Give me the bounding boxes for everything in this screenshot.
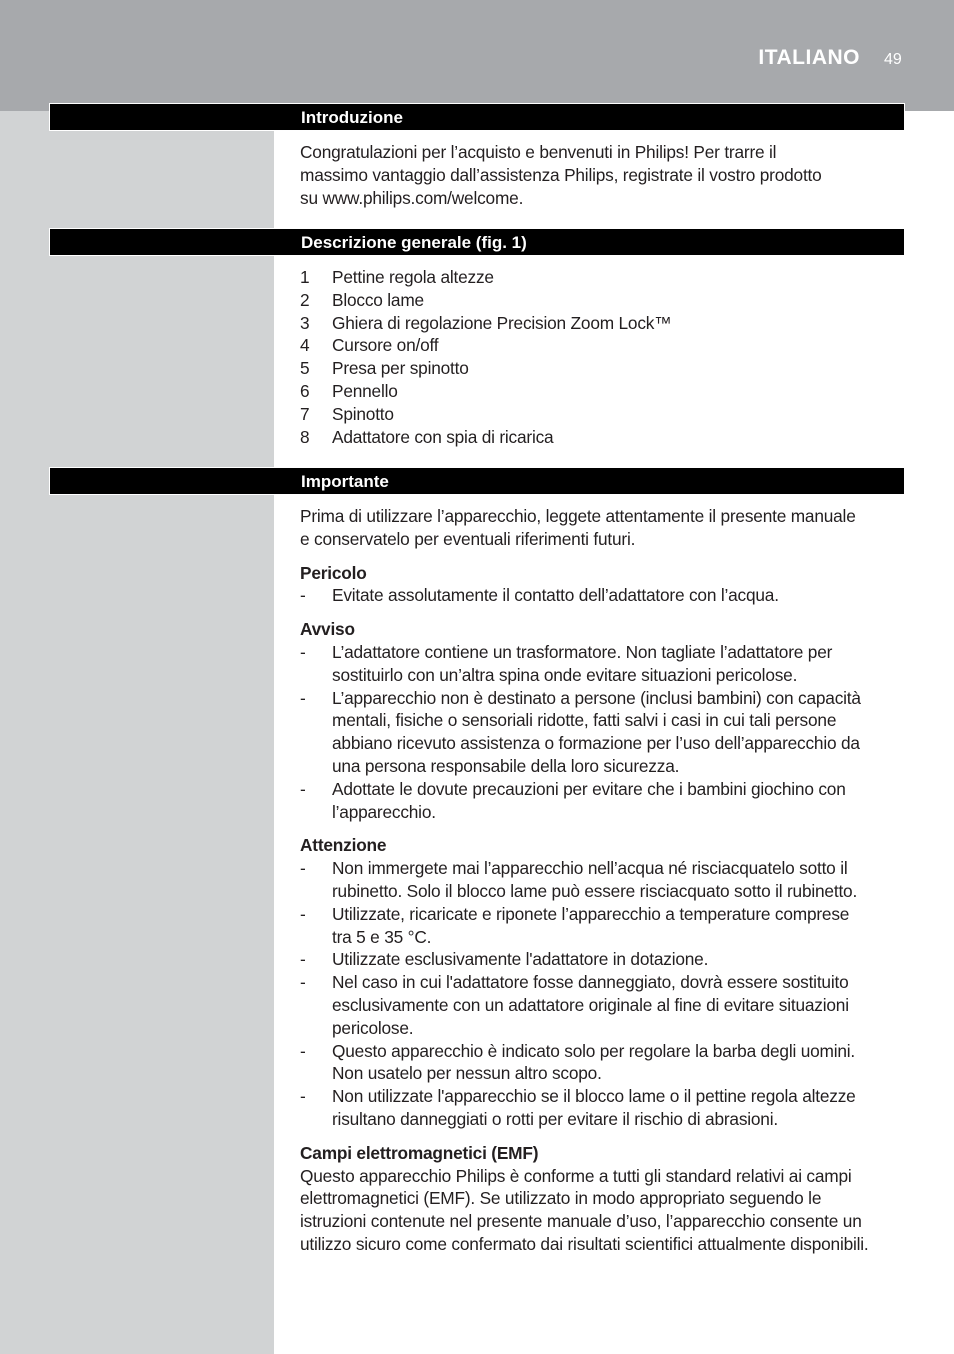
overview-item-label: Cursore on/off [332, 335, 439, 356]
emf-line: Questo apparecchio Philips è conforme a tutti gli standard relativi ai campi [300, 1165, 852, 1186]
bullet-dash: - [300, 949, 306, 970]
bullet-item [300, 778, 910, 824]
overview-item [300, 289, 910, 312]
important-block [300, 505, 910, 1256]
overview-item-label: Adattatore con spia di ricarica [332, 426, 554, 447]
overview-item-number: 1 [300, 267, 310, 287]
language-label: ITALIANO [758, 46, 860, 69]
overview-item-label: Ghiera di regolazione Precision Zoom Lock™ [332, 312, 672, 333]
bullet-dash: - [300, 1040, 306, 1061]
bullet-item [300, 857, 910, 903]
bullet-dash: - [300, 1086, 306, 1107]
bullet-line: Nel caso in cui l'adattatore fosse danneggiato, dovrà essere sostituito [332, 972, 849, 993]
bullet-item [300, 641, 910, 687]
bullet-line: Utilizzate esclusivamente l'adattatore in dotazione. [332, 949, 709, 970]
bullet-item [300, 1085, 910, 1131]
overview-item [300, 266, 910, 289]
overview-list [300, 266, 910, 448]
overview-item-number: 5 [300, 358, 310, 379]
bullet-line: risultano danneggiati o rotti per evitare il rischio di abrasioni. [332, 1108, 778, 1129]
bullet-dash: - [300, 972, 306, 993]
bullet-dash: - [300, 903, 306, 924]
bullet-line: L’apparecchio non è destinato a persone (inclusi bambini) con capacità [332, 687, 861, 708]
overview-list-block [300, 266, 910, 448]
section-bar-intro [49, 103, 905, 131]
emf-line: istruzioni contenute nel presente manuale d’uso, l’apparecchio consente un [300, 1211, 862, 1232]
section-bar-overview [49, 228, 905, 256]
overview-item-label: Presa per spinotto [332, 358, 469, 379]
overview-item-label: Pettine regola altezze [332, 267, 494, 287]
bullet-line: Evitate assolutamente il contatto dell’adattatore con l’acqua. [332, 585, 779, 606]
intro-text [300, 141, 910, 209]
bullet-line: Adottate le dovute precauzioni per evitare che i bambini giochino con [332, 778, 846, 799]
bullet-line: una persona responsabile della loro sicurezza. [332, 755, 680, 776]
left-margin-column [0, 111, 274, 1354]
bullet-line: rubinetto. Solo il blocco lame può essere risciacquato sotto il rubinetto. [332, 880, 858, 901]
bullet-dash: - [300, 585, 306, 606]
bullet-dash: - [300, 858, 306, 879]
emf-line: utilizzo sicuro come confermato dai risultati scientifici attualmente disponibili. [300, 1233, 869, 1254]
bullet-dash: - [300, 687, 306, 708]
overview-item-number: 7 [300, 403, 310, 424]
emf-line: elettromagnetici (EMF). Se utilizzato in modo appropriato seguendo le [300, 1188, 822, 1209]
bullet-line: L’adattatore contiene un trasformatore. Non tagliate l’adattatore per [332, 641, 833, 662]
caution-heading: Attenzione [300, 835, 387, 856]
bullet-line: Non utilizzate l'apparecchio se il blocco lame o il pettine regola altezze [332, 1086, 856, 1107]
section-title-intro: Introduzione [301, 108, 403, 127]
overview-item-number: 8 [300, 426, 310, 447]
intro-line: Congratulazioni per l’acquisto e benvenuti in Philips! Per trarre il [300, 142, 777, 162]
overview-item [300, 312, 910, 335]
overview-item-number: 3 [300, 312, 310, 333]
important-intro-line: Prima di utilizzare l’apparecchio, leggete attentamente il presente manuale [300, 506, 856, 526]
overview-item [300, 426, 910, 449]
intro-line: su www.philips.com/welcome. [300, 187, 524, 208]
overview-item-label: Pennello [332, 380, 398, 401]
bullet-line: Questo apparecchio è indicato solo per regolare la barba degli uomini. [332, 1040, 856, 1061]
bullet-item [300, 948, 910, 971]
bullet-item [300, 1040, 910, 1086]
overview-item [300, 403, 910, 426]
overview-item-label: Spinotto [332, 403, 394, 424]
warning-heading: Avviso [300, 619, 355, 640]
section-title-overview: Descrizione generale (fig. 1) [301, 233, 527, 252]
emf-heading: Campi elettromagnetici (EMF) [300, 1142, 539, 1163]
overview-item [300, 380, 910, 403]
bullet-line: esclusivamente con un adattatore originale al fine di evitare situazioni [332, 994, 849, 1015]
danger-heading: Pericolo [300, 562, 367, 583]
overview-item-number: 2 [300, 289, 310, 310]
bullet-item [300, 584, 910, 607]
overview-item-label: Blocco lame [332, 289, 424, 310]
bullet-line: Non immergete mai l’apparecchio nell’acqua né risciacquatelo sotto il [332, 858, 848, 879]
important-intro-line: e conservatelo per eventuali riferimenti futuri. [300, 528, 636, 549]
bullet-line: abbiano ricevuto assistenza o formazione per l’uso dell’apparecchio da [332, 733, 860, 754]
section-bar-important [49, 467, 905, 495]
overview-item [300, 334, 910, 357]
section-title-important: Importante [301, 472, 389, 491]
bullet-dash: - [300, 641, 306, 662]
overview-item-number: 4 [300, 335, 310, 356]
bullet-line: l’apparecchio. [332, 801, 436, 822]
bullet-line: tra 5 e 35 °C. [332, 926, 432, 947]
bullet-line: mentali, fisiche o sensoriali ridotte, fatti salvi i casi in cui tali persone [332, 710, 837, 731]
overview-item [300, 357, 910, 380]
warning-list [300, 641, 910, 823]
bullet-line: Non usatelo per nessun altro scopo. [332, 1063, 602, 1084]
overview-item-number: 6 [300, 380, 310, 401]
intro-line: massimo vantaggio dall’assistenza Philips, registrate il vostro prodotto [300, 164, 822, 185]
caution-list [300, 857, 910, 1131]
bullet-dash: - [300, 778, 306, 799]
bullet-line: sostituirlo con un’altra spina onde evitare situazioni pericolose. [332, 664, 798, 685]
bullet-item [300, 903, 910, 949]
bullet-line: Utilizzate, ricaricate e riponete l’apparecchio a temperature comprese [332, 903, 850, 924]
bullet-item [300, 971, 910, 1039]
danger-list [300, 584, 910, 607]
page-number: 49 [884, 51, 902, 68]
bullet-item [300, 687, 910, 778]
bullet-line: pericolose. [332, 1017, 414, 1038]
